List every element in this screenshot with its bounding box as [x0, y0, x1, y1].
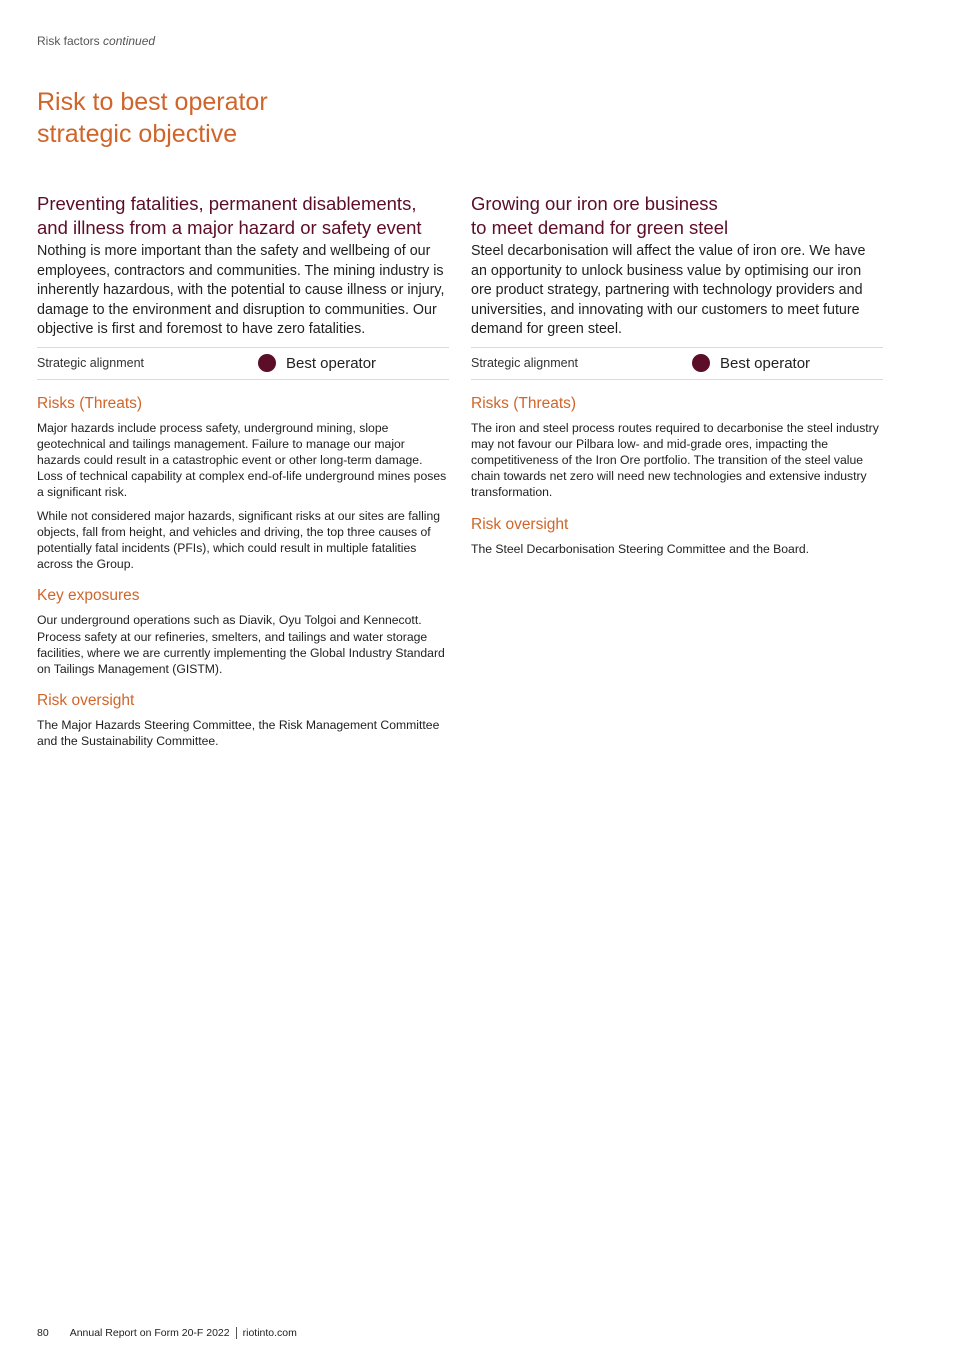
- footer-website-link[interactable]: riotinto.com: [242, 1327, 297, 1339]
- left-column: [37, 192, 449, 757]
- left-risks-heading: Risks (Threats): [37, 394, 143, 412]
- right-strategic-alignment: [471, 347, 883, 380]
- left-alignment-label: Strategic alignment: [37, 356, 145, 370]
- left-exposures-paragraph: Our underground operations such as Diavik, Oyu Tolgoi and Kennecott. Process safety at our refineries, smelters, and tailings and water storage facilities, where we are currently implementing the Global Industry Standard on Tailings Management (GISTM).: [37, 613, 445, 676]
- right-oversight-heading: Risk oversight: [471, 515, 569, 533]
- running-head-section: Risk factors: [37, 34, 100, 48]
- right-oversight-paragraph: The Steel Decarbonisation Steering Committee and the Board.: [471, 541, 810, 556]
- right-alignment-label: Strategic alignment: [471, 356, 579, 370]
- left-heading-line-1: Preventing fatalities, permanent disablements,: [37, 193, 417, 214]
- right-alignment-value: Best operator: [720, 354, 811, 372]
- right-risks-heading: Risks (Threats): [471, 394, 577, 412]
- best-operator-dot-icon: [692, 354, 710, 372]
- right-heading-line-2: to meet demand for green steel: [471, 217, 729, 238]
- page-title-line-2: strategic objective: [37, 120, 238, 148]
- left-oversight-heading: Risk oversight: [37, 692, 135, 710]
- left-exposures-heading: Key exposures: [37, 587, 140, 605]
- page-number: 80: [37, 1327, 49, 1339]
- left-heading: [37, 192, 449, 240]
- left-heading-line-2: and illness from a major hazard or safety event: [37, 217, 422, 238]
- page-title-line-1: Risk to best operator: [37, 88, 268, 116]
- page-footer: [37, 1327, 297, 1339]
- right-column: [471, 192, 883, 564]
- right-intro: Steel decarbonisation will affect the value of iron ore. We have an opportunity to unlock business value by optimising our iron ore product strategy, partnering with technology providers and universities, and innovating with our customers to meet future demand for green steel.: [471, 243, 866, 337]
- left-intro: Nothing is more important than the safety and wellbeing of our employees, contractors and communities. The mining industry is inherently hazardous, with the potential to cause illness or injury, damage to the environment and disruption to communities. Our objective is first and foremost to have zero fatalities.: [37, 243, 445, 337]
- right-heading: [471, 192, 883, 240]
- page-title: [37, 86, 437, 150]
- running-head: [37, 34, 155, 48]
- right-heading-line-1: Growing our iron ore business: [471, 193, 718, 214]
- left-alignment-value: Best operator: [286, 354, 377, 372]
- best-operator-dot-icon: [258, 354, 276, 372]
- footer-report-title: Annual Report on Form 20-F 2022: [69, 1327, 230, 1339]
- left-strategic-alignment: [37, 347, 449, 380]
- left-risks-paragraph-2: While not considered major hazards, significant risks at our sites are falling objects, fall from height, and vehicles and driving, the top three causes of potentially fatal incidents (PFIs), which could result in multiple fatalities across the Group.: [37, 508, 441, 572]
- running-head-suffix: continued: [103, 34, 156, 48]
- left-risks-paragraph-1: Major hazards include process safety, underground mining, slope geotechnical and tailings management. Failure to manage our major hazards could result in a catastrophic event or other long-term damage. Loss of technical capability at complex end-of-life underground mines poses a significant risk.: [37, 420, 447, 500]
- right-risks-paragraph: The iron and steel process routes required to decarbonise the steel industry may not favour our Pilbara low- and mid-grade ores, impacting the competitiveness of the Iron Ore portfolio. The transition of the steel value chain towards net zero will need new technologies and extensive industry transformation.: [471, 420, 879, 500]
- footer-divider: [236, 1327, 237, 1339]
- left-oversight-paragraph: The Major Hazards Steering Committee, the Risk Management Committee and the Sustainability Committee.: [37, 718, 440, 749]
